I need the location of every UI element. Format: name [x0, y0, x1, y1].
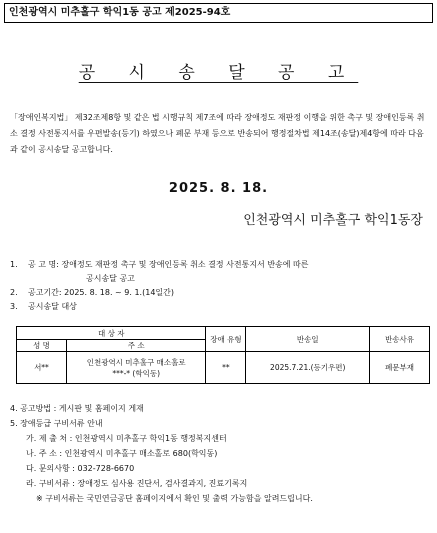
header-recipient: 대 상 자: [17, 327, 206, 340]
item-target: [10, 300, 430, 314]
notice-items: [10, 258, 430, 314]
footnote: ※ 구비서류는 국민연금공단 홈페이지에서 확인 및 출력 가능함을 알려드립니다.: [36, 494, 313, 503]
sub-item: 가. 제 출 처 : 인천광역시 미추홀구 학익1동 행정복지센터: [26, 434, 227, 443]
address-line: 인천광역시 미추홀구 매소홀로: [86, 357, 186, 367]
item-number: 2.: [10, 288, 18, 297]
header-type: 장애 유형: [206, 327, 246, 352]
item-documents: 5. 장애등급 구비서류 안내: [10, 419, 103, 428]
item-label: 공시송달 대상: [28, 302, 77, 311]
header-reason: 반송사유: [370, 327, 430, 352]
item-period: [10, 286, 430, 300]
cell-returned: 2025.7.21.(등기우편): [246, 352, 370, 384]
cell-type: **: [206, 352, 246, 384]
header-returned: 반송일: [246, 327, 370, 352]
document-id-header: [4, 3, 433, 23]
item-number: 1.: [10, 260, 18, 269]
page-title: 공 시 송 달 공 고: [78, 63, 359, 83]
sub-item: 나. 주 소 : 인천광역시 미추홀구 매소홀로 680(학익동): [26, 449, 218, 458]
notice-date: 2025. 8. 18.: [168, 181, 269, 196]
address-line: ***-* (학익동): [112, 368, 161, 378]
sub-item: 다. 문의사항 : 032-728-6670: [26, 464, 135, 473]
document-id-text: 인천광역시 미추홀구 학익1동 공고 제2025-94호: [9, 7, 231, 18]
item-text: : 2025. 8. 18. ~ 9. 1.(14일간): [58, 288, 174, 297]
cell-address: [66, 352, 206, 384]
subheader-name: 성 명: [17, 340, 67, 352]
table-row: [17, 352, 430, 384]
body-paragraph: 「장애인복지법」 제32조제8항 및 같은 법 시행규칙 제7조에 따라 장애정도 재판정 이행을 위한 촉구 및 장애인등록 취소 결정 사전통지서를 우편발송(등기) 하였으나 폐문 부재 등으로 반송되어 행정절차법 제14조(송달)제4항에 따라 다음과 같이 공시송달 공고합니다.: [10, 113, 425, 154]
recipient-table: [16, 326, 430, 384]
item-title-continued: [10, 272, 430, 286]
item-number: 3.: [10, 302, 18, 311]
sub-item: 라. 구비서류 : 장애정도 심사용 진단서, 검사결과지, 진료기록지: [26, 479, 248, 488]
item-text: : 장애정도 재판정 촉구 및 장애인등록 취소 결정 사전통지서 반송에 따른: [56, 260, 309, 269]
item-label: 공 고 명: [28, 260, 57, 269]
item-title: [10, 258, 430, 272]
cell-reason: 폐문부재: [370, 352, 430, 384]
subheader-address: 주 소: [66, 340, 206, 352]
item-method: 4. 공고방법 : 게시판 및 홈페이지 게재: [10, 404, 144, 413]
issuing-office: 인천광역시 미추홀구 학익1동장: [243, 213, 423, 228]
item-text: 공시송달 공고: [86, 274, 135, 283]
lower-section: [10, 401, 430, 506]
item-label: 공고기간: [28, 288, 59, 297]
cell-name: 서**: [17, 352, 67, 384]
